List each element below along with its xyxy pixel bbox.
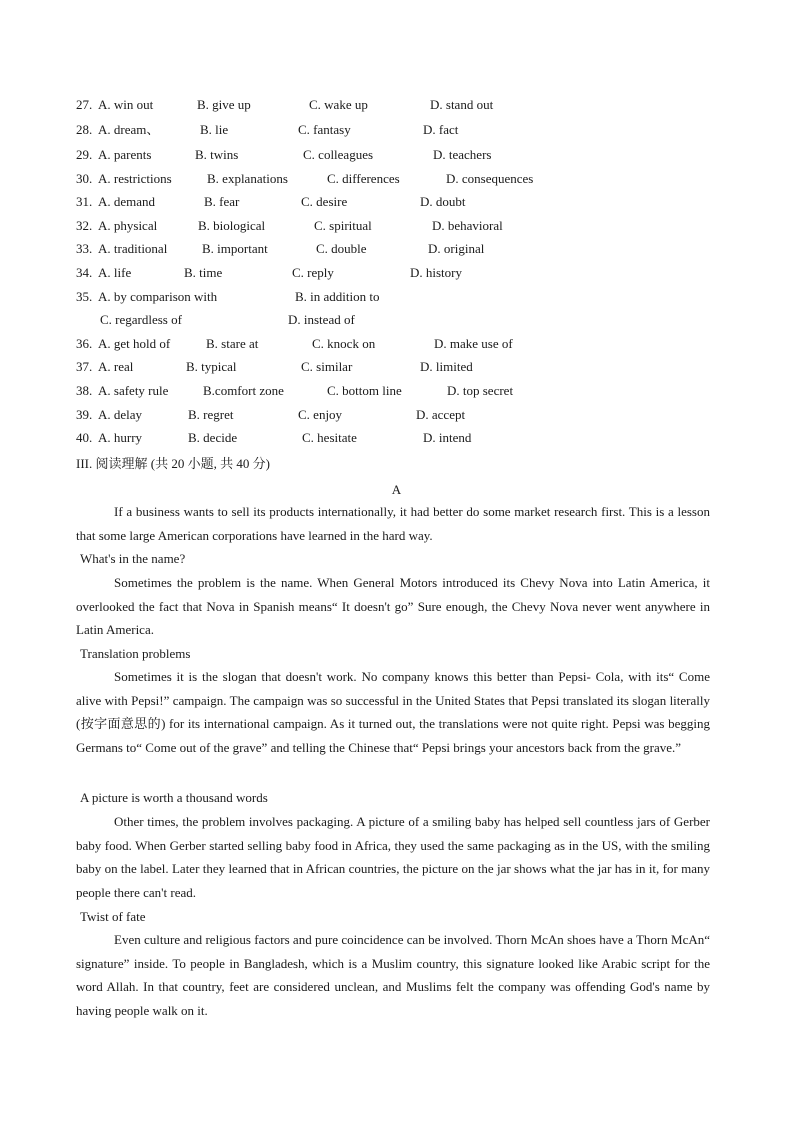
question-number: 33. [76, 241, 93, 256]
option-c: C. enjoy [298, 407, 343, 422]
option-c: C. wake up [309, 97, 368, 112]
option-a: A. delay [98, 407, 143, 422]
option-a: A. physical [98, 218, 158, 233]
subheading-name: What's in the name? [80, 551, 186, 566]
option-b: B. give up [197, 97, 251, 112]
option-c: C. bottom line [327, 383, 402, 398]
option-d: D. fact [423, 122, 459, 137]
subheading-picture: A picture is worth a thousand words [80, 790, 268, 805]
option-b: B. lie [200, 122, 229, 137]
option-c: C. knock on [312, 336, 376, 351]
question-number: 28. [76, 122, 93, 137]
paragraph-name: Sometimes the problem is the name. When General Motors introduced its Chevy Nova into Latin America, it overlooked the fact that Nova in Spanish means“ It doesn't go” Sure enough, the Chevy Nova never went anywhere in Latin America. [76, 575, 710, 637]
option-a: A. demand [98, 194, 156, 209]
option-d: D. consequences [446, 171, 534, 186]
question-number: 27. [76, 97, 93, 112]
option-d: D. accept [416, 407, 466, 422]
subheading-translation: Translation problems [80, 646, 191, 661]
passage-intro: If a business wants to sell its products internationally, it had better do some market research first. This is a lesson that some large American corporations have learned in the hard way. [76, 504, 710, 543]
paragraph-twist: Even culture and religious factors and pure coincidence can be involved. Thorn McAn shoes have a Thorn McAn“ signature” inside. To people in Bangladesh, which is a Muslim country, this signature looked like Arabic script for the word Allah. In that country, feet are considered unclean, and Muslims felt the company was offending God's name by having people walk on it. [76, 932, 710, 1018]
question-number: 39. [76, 407, 93, 422]
option-a: A. hurry [98, 430, 143, 445]
option-b: B. fear [204, 194, 240, 209]
option-b: B. regret [188, 407, 234, 422]
option-b: B. stare at [206, 336, 259, 351]
option-b: B. time [184, 265, 223, 280]
question-number: 31. [76, 194, 93, 209]
option-c: C. differences [327, 171, 400, 186]
paragraph-translation: Sometimes it is the slogan that doesn't work. No company knows this better than Pepsi- Cola, with its“ Come alive with Pepsi!” campaign. The campaign was so successful in the United States that Pepsi translated its slogan literally (按字面意思的) for its international campaign. As it turned out, the translations were not quite right. Pepsi was begging Germans to“ Come out of the grave” and telling the Chinese that“ Pepsi brings your ancestors back from the grave.” [76, 669, 710, 755]
option-c: C. spiritual [314, 218, 372, 233]
option-b: B. twins [195, 147, 239, 162]
option-d: D. top secret [447, 383, 514, 398]
paragraph-picture: Other times, the problem involves packaging. A picture of a smiling baby has helped sell countless jars of Gerber baby food. When Gerber started selling baby food in Africa, they used the same packaging as in the US, with the smiling baby on the label. Later they learned that in African countries, the picture on the jar shows what the jar has in it, for many people there can't read. [76, 814, 710, 900]
option-a: A. parents [98, 147, 152, 162]
question-number: 34. [76, 265, 93, 280]
question-number: 29. [76, 147, 93, 162]
option-d: D. original [428, 241, 485, 256]
question-number: 36. [76, 336, 93, 351]
question-number: 38. [76, 383, 93, 398]
option-a: A. get hold of [98, 336, 171, 351]
option-c: C. hesitate [302, 430, 357, 445]
option-d: D. history [410, 265, 462, 280]
option-a: A. traditional [98, 241, 168, 256]
option-d: D. instead of [288, 312, 355, 327]
option-b: B. in addition to [295, 289, 380, 304]
option-a: A. by comparison with [98, 289, 218, 304]
option-b: B. explanations [207, 171, 288, 186]
question-number: 40. [76, 430, 93, 445]
option-d: D. behavioral [432, 218, 503, 233]
option-d: D. teachers [433, 147, 492, 162]
option-d: D. intend [423, 430, 472, 445]
option-b: B. decide [188, 430, 238, 445]
question-number: 30. [76, 171, 93, 186]
option-a: A. win out [98, 97, 154, 112]
question-number: 35. [76, 289, 93, 304]
option-c: C. similar [301, 359, 353, 374]
option-a: A. life [98, 265, 132, 280]
section-heading: III. 阅读理解 (共 20 小题, 共 40 分) [76, 456, 270, 471]
option-b: B. biological [198, 218, 266, 233]
option-d: D. limited [420, 359, 473, 374]
option-c: C. fantasy [298, 122, 351, 137]
option-c: C. reply [292, 265, 334, 280]
option-b: B. important [202, 241, 268, 256]
option-a: A. restrictions [98, 171, 172, 186]
option-d: D. make use of [434, 336, 513, 351]
option-c: C. regardless of [100, 312, 182, 327]
question-number: 32. [76, 218, 93, 233]
option-b: B. typical [186, 359, 237, 374]
option-c: C. colleagues [303, 147, 374, 162]
passage-title: A [391, 482, 402, 497]
option-d: D. stand out [430, 97, 494, 112]
option-a: A. dream、 [98, 122, 160, 137]
subheading-twist: Twist of fate [80, 909, 146, 924]
option-c: C. desire [301, 194, 348, 209]
option-b: B.comfort zone [203, 383, 284, 398]
option-d: D. doubt [420, 194, 466, 209]
option-a: A. safety rule [98, 383, 169, 398]
option-a: A. real [98, 359, 134, 374]
question-number: 37. [76, 359, 93, 374]
option-c: C. double [316, 241, 367, 256]
